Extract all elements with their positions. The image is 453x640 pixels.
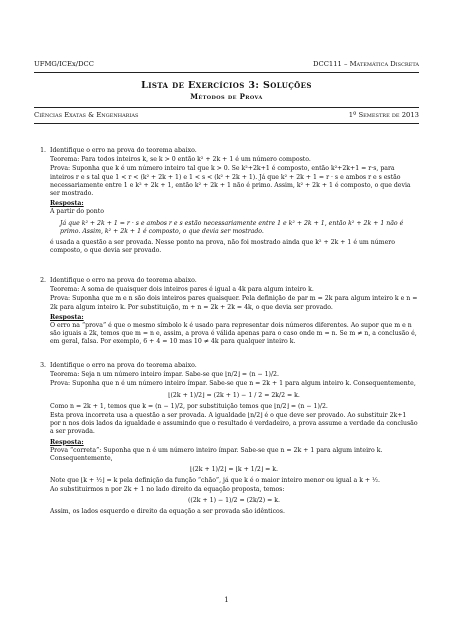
question-intro: Identifique o erro na prova do teorema abaixo. [50, 362, 197, 369]
resposta-label: Resposta: [50, 200, 84, 208]
teorema-text: Teorema: Para todos inteiros k, se k > 0 então k² + 2k + 1 é um número composto. [50, 156, 311, 164]
header-rule-top [34, 72, 419, 73]
semester-label: 1º Semestre de 2013 [348, 111, 419, 119]
prova-text: Prova: Suponha que n é um número inteiro ímpar. Sabe-se que n = 2k + 1 para algum inteiro k. Consequentemente, [50, 380, 416, 388]
resposta-text-2: é usada a questão a ser provada. Nesse ponto na prova, não foi mostrado ainda que k² + 2k + 1 é um número composto, o que devia ser provado. [50, 239, 395, 255]
header-right: DCC111 – Matemática Discreta [313, 60, 419, 68]
resposta-text: O erro na “prova” é que o mesmo símbolo k é usado para representar dois números diferentes. Ao supor que m e n são iguais a 2k, temos que m = n e, assim, a prova é válida apenas para o caso onde m = n. Se m ≠ n, a conclusão é, em geral, falsa. Por exemplo, 6 + 4 = 10 mas 10 ≠ 4k para qualquer inteiro k. [50, 322, 417, 346]
title-block [0, 80, 453, 101]
resposta-text: Prova “correta”: Suponha que n é um número inteiro ímpar. Sabe-se que n = 2k + 1 para algum inteiro k. Consequentemente, [50, 446, 383, 463]
prova-text: Prova: Suponha que k é um número inteiro tal que k > 0. Se k²+2k+1 é composto, então k²+2k+1 = r·s, para inteiros r e s tal que 1 < r < (k² + 2k + 1) e 1 < s < (k² + 2k + 1). Já que k² + 2k + 1 = r · s e ambos r e s estão necessariamente entre 1 e k² + 2k + 1, então k² + 2k + 1 não é primo. Assim, k² + 2k + 1 é composto, o que devia ser mostrado. [50, 165, 411, 198]
resposta-text: A partir do ponto [50, 208, 104, 216]
header-rule-mid [34, 107, 419, 108]
question-intro: Identifique o erro na prova do teorema abaixo. [50, 277, 197, 284]
quoted-passage: Já que k² + 2k + 1 = r · s e ambos r e s estão necessariamente entre 1 e k² + 2k + 1, então k² + 2k + 1 não é primo. Assim, k² + 2k + 1 é composto, o que devia ser mostrado. [60, 219, 404, 235]
prova-text-3: Esta prova incorreta usa a questão a ser provada. A igualdade ⌊n/2⌋ é o que deve ser provado. Ao substituir 2k+1 por n nos dois lados da igualdade e assumindo que o resultado é verdadeiro, a prova assume a verdade da conclusão a ser provada. [50, 412, 418, 436]
header-rule-bottom [34, 123, 419, 124]
document-subtitle: Métodos de Prova [190, 92, 263, 101]
question-number: 1. [40, 147, 46, 154]
question-number: 3. [40, 362, 46, 369]
document-title: Lista de Exercícios 3: Soluções [141, 80, 312, 91]
resposta-label: Resposta: [50, 313, 84, 321]
equation-2: ⌊(2k + 1)/2⌋ = ⌊k + 1/2⌋ = k. [189, 466, 279, 474]
equation-1-rest: = (2k + 1) − 1 / 2 = 2k/2 = k. [206, 391, 300, 399]
question-number: 2. [40, 277, 46, 284]
equation-1 [50, 392, 418, 400]
resposta-text-2: Note que ⌊k + ½⌋ = k pela definição da função “chão”, já que k é o maior inteiro menor ou igual a k + ½. [50, 477, 381, 485]
resposta-label: Resposta: [50, 438, 84, 446]
header-left: UFMG/ICEx/DCC [34, 60, 94, 68]
dept-label: Ciências Exatas & Engenharias [34, 111, 139, 119]
equation-1-left: ⌊(2k + 1)/2⌋ [168, 391, 205, 399]
page-number: 1 [224, 596, 229, 604]
resposta-text-4: Assim, os lados esquerdo e direito da equação a ser provada são idênticos. [50, 508, 285, 516]
prova-text-2: Como n = 2k + 1, temos que k = (n − 1)/2, por substituição temos que ⌊n/2⌋ = (n − 1)/2. [50, 402, 328, 410]
prova-text: Prova: Suponha que m e n são dois inteiros pares quaisquer. Pela definição de par m = 2k para algum inteiro k e n = 2k para algum inteiro k. Por substituição, m + n = 2k + 2k = 4k, o que devia ser provado. [50, 295, 418, 311]
teorema-text: Teorema: Seja n um número inteiro ímpar. Sabe-se que ⌊n/2⌋ = (n − 1)/2. [50, 371, 279, 379]
question-intro: Identifique o erro na prova do teorema abaixo. [50, 147, 197, 154]
teorema-text: Teorema: A soma de quaisquer dois inteiros pares é igual a 4k para algum inteiro k. [50, 286, 314, 294]
equation-3: ((2k + 1) − 1)/2 = (2k/2) = k. [188, 496, 280, 504]
resposta-text-3: Ao substituirmos n por 2k + 1 no lado direito da equação proposta, temos: [50, 485, 285, 493]
